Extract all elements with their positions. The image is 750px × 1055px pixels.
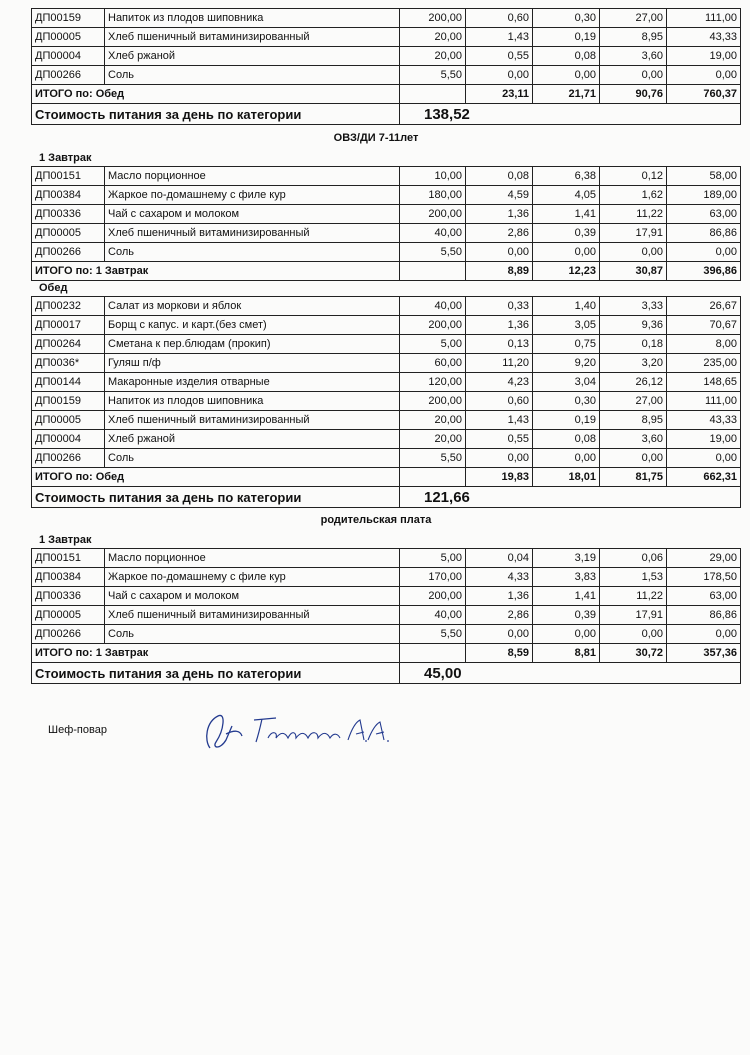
item-energy: 86,86 (667, 606, 741, 625)
item-protein: 4,23 (466, 373, 533, 392)
table-row (32, 449, 741, 468)
item-fat: 1,41 (533, 587, 600, 606)
item-name: Масло порционное (105, 549, 400, 568)
item-protein: 4,33 (466, 568, 533, 587)
item-fat: 0,39 (533, 224, 600, 243)
item-code: ДП00232 (32, 297, 105, 316)
item-name: Салат из моркови и яблок (105, 297, 400, 316)
item-protein: 0,13 (466, 335, 533, 354)
item-mass: 20,00 (400, 411, 466, 430)
item-fat: 3,83 (533, 568, 600, 587)
table-row (32, 625, 741, 644)
item-fat: 0,00 (533, 625, 600, 644)
item-fat: 3,19 (533, 549, 600, 568)
item-carbs: 8,95 (600, 28, 667, 47)
meal-heading-breakfast: 1 Завтрак (39, 152, 92, 164)
table-row (32, 587, 741, 606)
item-mass: 20,00 (400, 47, 466, 66)
item-energy: 29,00 (667, 549, 741, 568)
item-carbs: 11,22 (600, 205, 667, 224)
total-row (32, 468, 741, 487)
item-name: Хлеб пшеничный витаминизированный (105, 28, 400, 47)
item-mass: 20,00 (400, 430, 466, 449)
item-mass: 200,00 (400, 316, 466, 335)
total-fat: 12,23 (533, 262, 600, 281)
total-row (32, 262, 741, 281)
total-protein: 8,89 (466, 262, 533, 281)
table-row (32, 335, 741, 354)
item-protein: 0,00 (466, 449, 533, 468)
item-carbs: 1,62 (600, 186, 667, 205)
table-row (32, 167, 741, 186)
item-mass: 40,00 (400, 297, 466, 316)
item-fat: 3,04 (533, 373, 600, 392)
item-code: ДП00336 (32, 587, 105, 606)
item-code: ДП00266 (32, 625, 105, 644)
item-fat: 0,00 (533, 243, 600, 262)
item-mass: 60,00 (400, 354, 466, 373)
total-mass-empty (400, 644, 466, 663)
item-fat: 0,00 (533, 66, 600, 85)
item-code: ДП00151 (32, 549, 105, 568)
total-carbs: 30,87 (600, 262, 667, 281)
item-mass: 180,00 (400, 186, 466, 205)
total-carbs: 81,75 (600, 468, 667, 487)
category-heading: родительская плата (320, 514, 432, 526)
item-name: Хлеб ржаной (105, 47, 400, 66)
table-row (32, 354, 741, 373)
item-code: ДП00266 (32, 66, 105, 85)
table-row (32, 411, 741, 430)
item-code: ДП0036* (32, 354, 105, 373)
item-mass: 200,00 (400, 205, 466, 224)
item-name: Хлеб пшеничный витаминизированный (105, 411, 400, 430)
total-protein: 19,83 (466, 468, 533, 487)
item-protein: 4,59 (466, 186, 533, 205)
item-protein: 0,55 (466, 430, 533, 449)
item-code: ДП00017 (32, 316, 105, 335)
item-name: Соль (105, 449, 400, 468)
item-name: Соль (105, 625, 400, 644)
item-fat: 1,40 (533, 297, 600, 316)
total-protein: 8,59 (466, 644, 533, 663)
item-carbs: 17,91 (600, 224, 667, 243)
menu-table-breakfast-2 (31, 548, 741, 684)
meal-heading-breakfast: 1 Завтрак (39, 534, 92, 546)
total-row (32, 644, 741, 663)
item-name: Хлеб пшеничный витаминизированный (105, 224, 400, 243)
item-code: ДП00266 (32, 243, 105, 262)
item-code: ДП00151 (32, 167, 105, 186)
menu-table-lunch-0 (31, 8, 741, 125)
item-fat: 1,41 (533, 205, 600, 224)
item-carbs: 3,33 (600, 297, 667, 316)
total-energy: 760,37 (667, 85, 741, 104)
item-code: ДП00336 (32, 205, 105, 224)
item-energy: 19,00 (667, 47, 741, 66)
table-row (32, 224, 741, 243)
item-mass: 5,50 (400, 243, 466, 262)
table-row (32, 205, 741, 224)
table-row (32, 373, 741, 392)
item-mass: 200,00 (400, 392, 466, 411)
item-fat: 0,75 (533, 335, 600, 354)
item-protein: 0,55 (466, 47, 533, 66)
item-fat: 3,05 (533, 316, 600, 335)
item-carbs: 11,22 (600, 587, 667, 606)
item-code: ДП00005 (32, 224, 105, 243)
item-name: Чай с сахаром и молоком (105, 587, 400, 606)
total-label: ИТОГО по: Обед (32, 468, 400, 487)
item-fat: 0,19 (533, 411, 600, 430)
item-name: Напиток из плодов шиповника (105, 392, 400, 411)
item-carbs: 0,18 (600, 335, 667, 354)
item-carbs: 0,12 (600, 167, 667, 186)
table-row (32, 28, 741, 47)
item-carbs: 27,00 (600, 392, 667, 411)
item-code: ДП00144 (32, 373, 105, 392)
item-code: ДП00159 (32, 9, 105, 28)
table-row (32, 392, 741, 411)
section-1 (31, 130, 737, 508)
item-mass: 5,00 (400, 549, 466, 568)
item-mass: 170,00 (400, 568, 466, 587)
item-name: Сметана к пер.блюдам (прокип) (105, 335, 400, 354)
total-fat: 8,81 (533, 644, 600, 663)
item-code: ДП00264 (32, 335, 105, 354)
chef-label: Шеф-повар (48, 724, 107, 736)
item-protein: 0,60 (466, 392, 533, 411)
item-name: Макаронные изделия отварные (105, 373, 400, 392)
menu-table-lunch-1 (31, 296, 741, 508)
item-energy: 189,00 (667, 186, 741, 205)
item-energy: 0,00 (667, 66, 741, 85)
table-row (32, 9, 741, 28)
item-mass: 200,00 (400, 9, 466, 28)
item-energy: 70,67 (667, 316, 741, 335)
item-carbs: 8,95 (600, 411, 667, 430)
item-protein: 1,36 (466, 316, 533, 335)
item-fat: 0,30 (533, 9, 600, 28)
item-fat: 0,08 (533, 47, 600, 66)
item-mass: 5,50 (400, 66, 466, 85)
item-protein: 1,36 (466, 587, 533, 606)
table-row (32, 66, 741, 85)
item-protein: 0,00 (466, 66, 533, 85)
total-fat: 18,01 (533, 468, 600, 487)
item-protein: 11,20 (466, 354, 533, 373)
cost-label: Стоимость питания за день по категории (32, 663, 400, 684)
item-energy: 43,33 (667, 28, 741, 47)
item-name: Масло порционное (105, 167, 400, 186)
item-energy: 63,00 (667, 205, 741, 224)
item-carbs: 0,00 (600, 625, 667, 644)
item-fat: 6,38 (533, 167, 600, 186)
item-fat: 0,08 (533, 430, 600, 449)
item-mass: 5,50 (400, 625, 466, 644)
item-protein: 0,60 (466, 9, 533, 28)
cost-label: Стоимость питания за день по категории (32, 104, 400, 125)
item-carbs: 3,60 (600, 47, 667, 66)
item-carbs: 9,36 (600, 316, 667, 335)
item-fat: 0,19 (533, 28, 600, 47)
total-row (32, 85, 741, 104)
item-name: Жаркое по-домашнему с филе кур (105, 568, 400, 587)
item-name: Соль (105, 66, 400, 85)
item-protein: 0,04 (466, 549, 533, 568)
item-code: ДП00005 (32, 606, 105, 625)
item-name: Соль (105, 243, 400, 262)
item-code: ДП00005 (32, 411, 105, 430)
item-mass: 120,00 (400, 373, 466, 392)
table-row (32, 549, 741, 568)
item-fat: 9,20 (533, 354, 600, 373)
item-mass: 20,00 (400, 28, 466, 47)
item-energy: 0,00 (667, 625, 741, 644)
item-mass: 200,00 (400, 587, 466, 606)
item-carbs: 0,06 (600, 549, 667, 568)
item-carbs: 26,12 (600, 373, 667, 392)
table-row (32, 430, 741, 449)
table-row (32, 243, 741, 262)
total-energy: 357,36 (667, 644, 741, 663)
total-fat: 21,71 (533, 85, 600, 104)
item-carbs: 0,00 (600, 243, 667, 262)
table-row (32, 47, 741, 66)
item-protein: 1,43 (466, 411, 533, 430)
item-energy: 86,86 (667, 224, 741, 243)
item-carbs: 1,53 (600, 568, 667, 587)
item-carbs: 0,00 (600, 449, 667, 468)
total-mass-empty (400, 262, 466, 281)
item-energy: 58,00 (667, 167, 741, 186)
item-protein: 2,86 (466, 224, 533, 243)
table-row (32, 186, 741, 205)
item-energy: 111,00 (667, 392, 741, 411)
item-energy: 63,00 (667, 587, 741, 606)
menu-table-breakfast-1 (31, 166, 741, 281)
table-row (32, 568, 741, 587)
item-mass: 10,00 (400, 167, 466, 186)
item-carbs: 17,91 (600, 606, 667, 625)
total-label: ИТОГО по: 1 Завтрак (32, 262, 400, 281)
item-fat: 0,00 (533, 449, 600, 468)
item-code: ДП00159 (32, 392, 105, 411)
item-name: Гуляш п/ф (105, 354, 400, 373)
item-energy: 111,00 (667, 9, 741, 28)
item-fat: 4,05 (533, 186, 600, 205)
item-name: Напиток из плодов шиповника (105, 9, 400, 28)
item-energy: 43,33 (667, 411, 741, 430)
item-code: ДП00384 (32, 186, 105, 205)
total-energy: 396,86 (667, 262, 741, 281)
cost-row (32, 487, 741, 508)
item-name: Борщ с капус. и карт.(без смет) (105, 316, 400, 335)
item-carbs: 0,00 (600, 66, 667, 85)
item-protein: 2,86 (466, 606, 533, 625)
total-carbs: 30,72 (600, 644, 667, 663)
item-carbs: 3,20 (600, 354, 667, 373)
cost-row (32, 663, 741, 684)
section-2 (31, 512, 737, 684)
item-fat: 0,30 (533, 392, 600, 411)
item-name: Жаркое по-домашнему с филе кур (105, 186, 400, 205)
total-label: ИТОГО по: Обед (32, 85, 400, 104)
item-mass: 40,00 (400, 606, 466, 625)
table-row (32, 297, 741, 316)
cost-row (32, 104, 741, 125)
item-energy: 178,50 (667, 568, 741, 587)
item-name: Чай с сахаром и молоком (105, 205, 400, 224)
item-code: ДП00384 (32, 568, 105, 587)
table-row (32, 316, 741, 335)
meal-heading-lunch: Обед (39, 282, 68, 294)
item-mass: 5,00 (400, 335, 466, 354)
total-mass-empty (400, 468, 466, 487)
table-row (32, 606, 741, 625)
item-protein: 1,36 (466, 205, 533, 224)
item-mass: 5,50 (400, 449, 466, 468)
item-energy: 19,00 (667, 430, 741, 449)
item-carbs: 27,00 (600, 9, 667, 28)
cost-value: 121,66 (400, 487, 741, 508)
item-energy: 235,00 (667, 354, 741, 373)
item-energy: 26,67 (667, 297, 741, 316)
item-protein: 0,33 (466, 297, 533, 316)
category-heading: ОВЗ/ДИ 7-11лет (333, 132, 419, 144)
cost-label: Стоимость питания за день по категории (32, 487, 400, 508)
item-protein: 0,08 (466, 167, 533, 186)
item-code: ДП00266 (32, 449, 105, 468)
cost-value: 45,00 (400, 663, 741, 684)
item-carbs: 3,60 (600, 430, 667, 449)
item-protein: 1,43 (466, 28, 533, 47)
total-label: ИТОГО по: 1 Завтрак (32, 644, 400, 663)
total-carbs: 90,76 (600, 85, 667, 104)
item-name: Хлеб ржаной (105, 430, 400, 449)
item-protein: 0,00 (466, 243, 533, 262)
item-energy: 8,00 (667, 335, 741, 354)
cost-value: 138,52 (400, 104, 741, 125)
item-energy: 148,65 (667, 373, 741, 392)
item-protein: 0,00 (466, 625, 533, 644)
item-code: ДП00005 (32, 28, 105, 47)
item-energy: 0,00 (667, 243, 741, 262)
total-energy: 662,31 (667, 468, 741, 487)
item-mass: 40,00 (400, 224, 466, 243)
section-0 (31, 8, 737, 125)
item-energy: 0,00 (667, 449, 741, 468)
item-code: ДП00004 (32, 430, 105, 449)
item-code: ДП00004 (32, 47, 105, 66)
signature-image (196, 700, 406, 760)
total-mass-empty (400, 85, 466, 104)
item-name: Хлеб пшеничный витаминизированный (105, 606, 400, 625)
item-fat: 0,39 (533, 606, 600, 625)
total-protein: 23,11 (466, 85, 533, 104)
